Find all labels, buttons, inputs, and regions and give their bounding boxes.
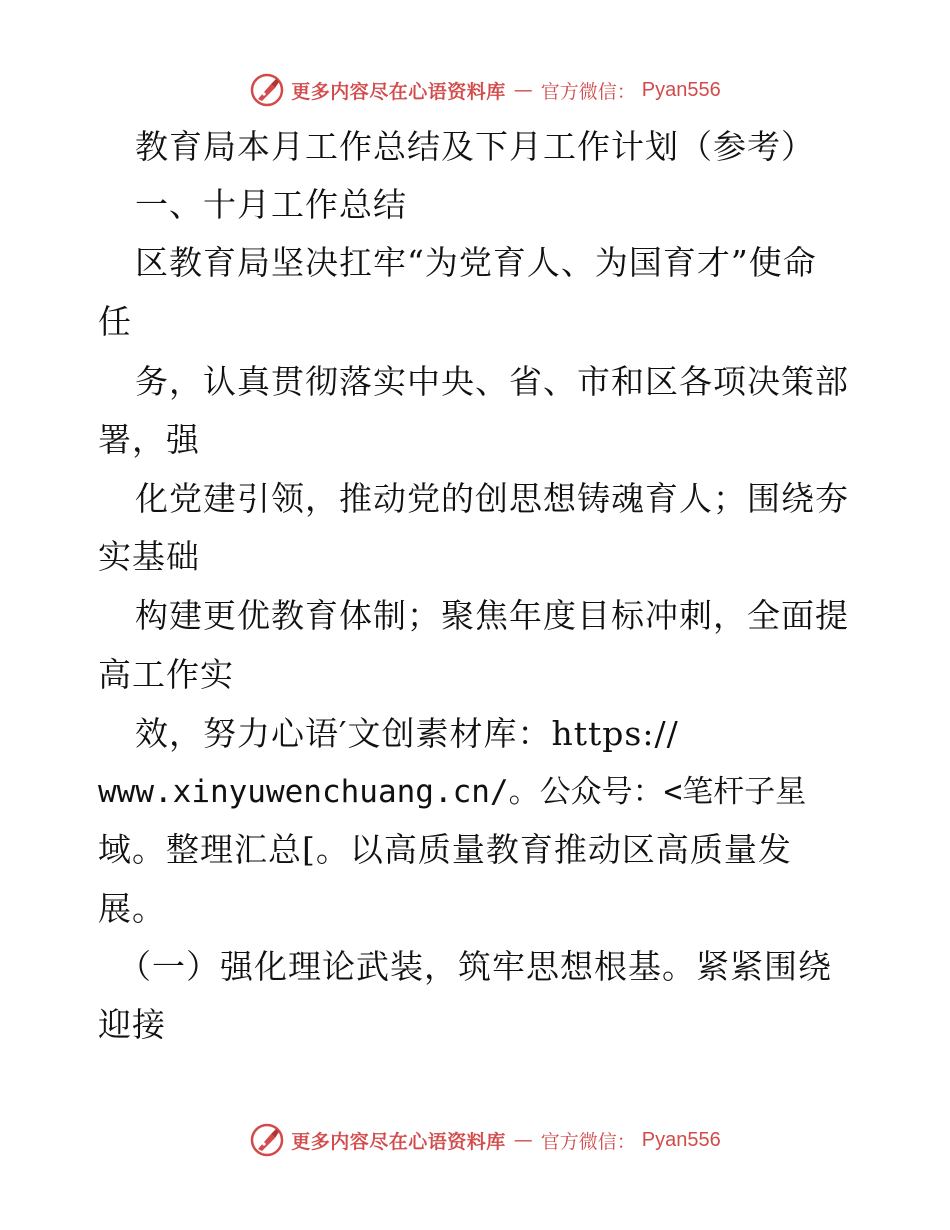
pen-nib-logo-icon	[249, 1122, 285, 1158]
paragraph-line: 效，努力心语′文创素材库：https://	[135, 714, 679, 753]
paragraph-line: 高工作实	[98, 655, 234, 694]
banner-title: 更多内容尽在心语资料库	[291, 1130, 506, 1153]
paragraph-line: 署，强	[98, 420, 200, 459]
banner-separator: —	[513, 79, 533, 101]
paragraph-line: 区教育局坚决扛牢“为党育人、为国育才”使命	[135, 243, 817, 282]
header-banner-content	[249, 72, 721, 108]
paragraph-line: 迎接	[98, 1005, 166, 1044]
paragraph-line: www.xinyuwenchuang.cn/。公众号：<笔杆子星	[98, 774, 807, 810]
pen-nib-logo-icon	[249, 72, 285, 108]
paragraph-line: 任	[98, 302, 132, 341]
paragraph-line: 务，认真贯彻落实中央、省、市和区各项决策部	[135, 362, 849, 401]
banner-wechat-label: 官方微信：	[540, 80, 636, 103]
banner-wechat-id: Pyan556	[641, 78, 721, 101]
banner-wechat-label: 官方微信：	[540, 1130, 636, 1153]
paragraph-line: 展。	[98, 889, 166, 928]
paragraph-line: 域。整理汇总[。以高质量教育推动区高质量发	[98, 830, 792, 869]
banner-separator: —	[513, 1129, 533, 1151]
header-banner	[0, 68, 950, 112]
paragraph-line: （一）强化理论武装，筑牢思想根基。紧紧围绕	[118, 947, 832, 986]
paragraph-line: 化党建引领，推动党的创思想铸魂育人；围绕夯	[135, 479, 849, 518]
footer-banner-content	[249, 1122, 721, 1158]
section-heading: 一、十月工作总结	[135, 185, 407, 224]
paragraph-line: 构建更优教育体制；聚焦年度目标冲刺，全面提	[135, 596, 849, 635]
footer-banner	[0, 1118, 950, 1162]
banner-title: 更多内容尽在心语资料库	[291, 80, 506, 103]
banner-wechat-id: Pyan556	[641, 1128, 721, 1151]
document-title: 教育局本月工作总结及下月工作计划（参考）	[135, 127, 815, 166]
paragraph-line: 实基础	[98, 537, 200, 576]
